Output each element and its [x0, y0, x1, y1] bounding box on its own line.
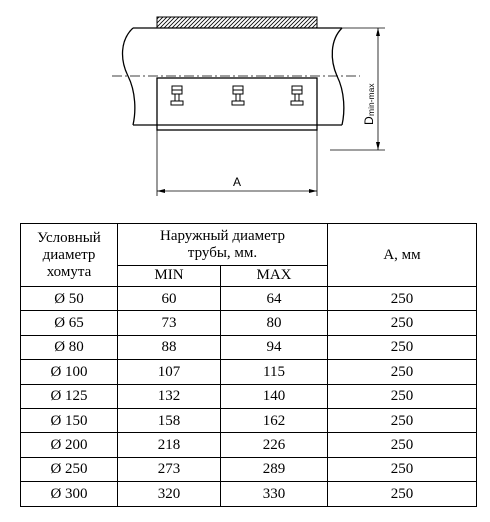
header-a: A, мм	[328, 224, 477, 287]
cell-max: 140	[221, 384, 328, 408]
table-row	[21, 384, 477, 408]
cell-a: 250	[328, 457, 477, 481]
dimension-d-label-sub: min-max	[366, 83, 376, 116]
cell-size: Ø 250	[21, 457, 118, 481]
cell-min: 107	[118, 360, 221, 384]
cell-size: Ø 50	[21, 287, 118, 311]
header-max: MAX	[221, 266, 328, 287]
table-row	[21, 457, 477, 481]
header-min: MIN	[118, 266, 221, 287]
dimension-a-label: A	[232, 175, 242, 189]
cell-max: 226	[221, 433, 328, 457]
spec-table	[20, 223, 477, 507]
cell-min: 73	[118, 311, 221, 335]
dimension-d-label-main: D	[362, 116, 376, 125]
cell-size: Ø 65	[21, 311, 118, 335]
cell-max: 80	[221, 311, 328, 335]
cell-a: 250	[328, 360, 477, 384]
cell-a: 250	[328, 482, 477, 506]
cell-min: 158	[118, 408, 221, 432]
cell-a: 250	[328, 408, 477, 432]
cell-max: 162	[221, 408, 328, 432]
pipe	[123, 28, 344, 125]
cell-max: 115	[221, 360, 328, 384]
bolts	[171, 86, 303, 105]
cell-min: 218	[118, 433, 221, 457]
table-row	[21, 311, 477, 335]
header-outer-diameter-line-1: Наружный диаметр	[159, 227, 286, 244]
cell-max: 289	[221, 457, 328, 481]
header-outer-diameter	[118, 224, 328, 266]
cell-min: 273	[118, 457, 221, 481]
cell-size: Ø 80	[21, 335, 118, 359]
bolt-2	[232, 86, 244, 105]
header-size-line-2: диаметр	[42, 246, 96, 263]
table-row	[21, 482, 477, 506]
cell-size: Ø 125	[21, 384, 118, 408]
cell-a: 250	[328, 433, 477, 457]
dimension-d-label	[362, 83, 376, 125]
table-row	[21, 433, 477, 457]
table-row	[21, 408, 477, 432]
cell-max: 64	[221, 287, 328, 311]
cell-min: 60	[118, 287, 221, 311]
cell-a: 250	[328, 287, 477, 311]
cell-min: 88	[118, 335, 221, 359]
bolt-3	[291, 86, 303, 105]
cell-max: 94	[221, 335, 328, 359]
table-row	[21, 335, 477, 359]
header-size-line-3: хомута	[46, 263, 92, 280]
cell-a: 250	[328, 311, 477, 335]
cell-size: Ø 100	[21, 360, 118, 384]
clamp-drawing	[0, 0, 490, 215]
seal-strip	[157, 17, 317, 28]
cell-size: Ø 150	[21, 408, 118, 432]
table-row	[21, 360, 477, 384]
cell-min: 320	[118, 482, 221, 506]
cell-a: 250	[328, 335, 477, 359]
header-outer-diameter-line-2: трубы, мм.	[187, 244, 258, 261]
cell-min: 132	[118, 384, 221, 408]
cell-size: Ø 300	[21, 482, 118, 506]
header-size	[21, 224, 118, 287]
cell-max: 330	[221, 482, 328, 506]
cell-a: 250	[328, 384, 477, 408]
header-size-line-1: Условный	[37, 229, 101, 246]
cell-size: Ø 200	[21, 433, 118, 457]
bolt-1	[171, 86, 183, 105]
table-row	[21, 287, 477, 311]
